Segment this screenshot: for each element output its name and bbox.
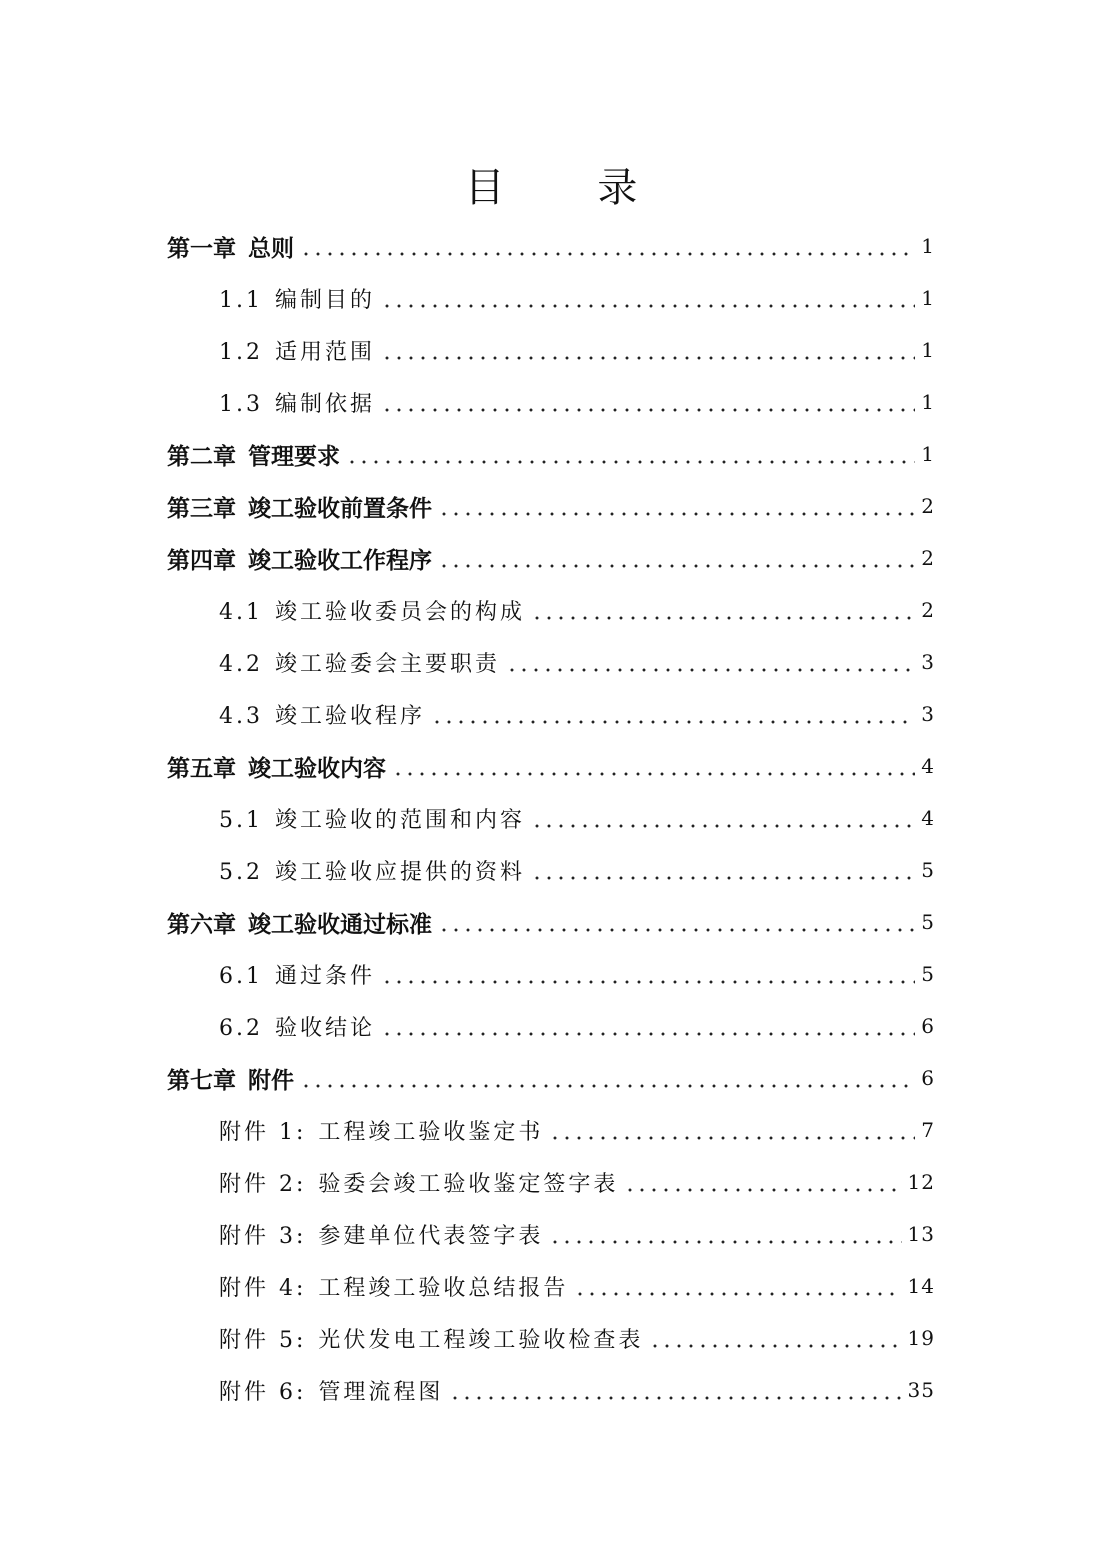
toc-entry-label — [219, 699, 425, 730]
toc-entry-section[interactable] — [167, 324, 935, 376]
dot-leader — [438, 911, 915, 933]
toc-entry-number: 第六章 — [167, 911, 236, 938]
dot-leader — [381, 339, 915, 361]
toc-entry-number: 4.3 — [219, 703, 263, 729]
toc-entry-chapter[interactable] — [167, 1052, 935, 1104]
toc-entry-appendix[interactable] — [167, 1260, 935, 1312]
toc-entry-title: 参建单位代表签字表 — [318, 1223, 544, 1249]
toc-entry-title: 工程竣工验收总结报告 — [318, 1275, 569, 1301]
toc-entry-section[interactable] — [167, 792, 935, 844]
toc-page-number: 1 — [921, 234, 935, 258]
toc-entry-label — [219, 1011, 375, 1042]
toc-entry-label — [219, 387, 375, 418]
toc-entry-number: 5.2 — [219, 859, 263, 885]
dot-leader — [392, 755, 915, 777]
toc-entry-label — [219, 1375, 443, 1406]
toc-entry-title: 通过条件 — [275, 963, 376, 989]
toc-entry-label — [167, 750, 386, 783]
toc-entry-section[interactable] — [167, 636, 935, 688]
dot-leader — [531, 859, 915, 881]
toc-entry-title: 竣工验委会主要职责 — [275, 651, 501, 677]
toc-entry-label — [219, 1323, 643, 1354]
toc-entry-title: 编制依据 — [275, 391, 376, 417]
toc-entry-number: 附件 2: — [219, 1171, 307, 1197]
toc-entry-appendix[interactable] — [167, 1208, 935, 1260]
toc-entry-title: 竣工验收的范围和内容 — [275, 807, 526, 833]
toc-entry-number: 1.2 — [219, 339, 263, 365]
toc-entry-section[interactable] — [167, 844, 935, 896]
toc-entry-label — [219, 855, 525, 886]
toc-entry-title: 适用范围 — [275, 339, 376, 365]
toc-entry-number: 5.1 — [219, 807, 263, 833]
dot-leader — [574, 1275, 901, 1297]
toc-entry-chapter[interactable] — [167, 896, 935, 948]
toc-entry-section[interactable] — [167, 584, 935, 636]
toc-entry-title: 竣工验收程序 — [275, 703, 426, 729]
dot-leader — [381, 287, 915, 309]
toc-entry-title: 管理流程图 — [318, 1379, 444, 1405]
toc-page-number: 5 — [921, 910, 935, 934]
toc-page-number: 4 — [921, 806, 935, 830]
toc-page-number: 2 — [921, 494, 935, 518]
toc-page-number: 2 — [921, 546, 935, 570]
dot-leader — [506, 651, 915, 673]
toc-entry-appendix[interactable] — [167, 1156, 935, 1208]
toc-entry-number: 附件 3: — [219, 1223, 307, 1249]
toc-entry-chapter[interactable] — [167, 220, 935, 272]
toc-entry-label — [219, 283, 375, 314]
toc-entry-label — [219, 959, 375, 990]
toc-entry-title: 光伏发电工程竣工验收检查表 — [318, 1327, 644, 1353]
dot-leader — [624, 1171, 901, 1193]
toc-entry-title: 验收结论 — [275, 1015, 376, 1041]
dot-leader — [438, 495, 915, 517]
toc-entry-number: 4.1 — [219, 599, 263, 625]
toc-entry-number: 附件 1: — [219, 1119, 307, 1145]
toc-page-number: 1 — [921, 390, 935, 414]
toc-entry-label — [167, 490, 432, 523]
toc-entry-label — [167, 1062, 294, 1095]
toc-entry-title: 竣工验收委员会的构成 — [275, 599, 526, 625]
toc-entry-number: 6.2 — [219, 1015, 263, 1041]
toc-entry-appendix[interactable] — [167, 1104, 935, 1156]
toc-page-number: 13 — [907, 1222, 935, 1246]
toc-page-number: 3 — [921, 650, 935, 674]
toc-entry-label — [167, 230, 294, 263]
toc-page-number: 5 — [921, 962, 935, 986]
toc-page-number: 1 — [921, 286, 935, 310]
dot-leader — [531, 599, 915, 621]
toc-entry-label — [219, 335, 375, 366]
dot-leader — [381, 1015, 915, 1037]
toc-page-number: 1 — [921, 442, 935, 466]
toc-entry-number: 第二章 — [167, 443, 236, 470]
toc-entry-number: 1.3 — [219, 391, 263, 417]
toc-entry-chapter[interactable] — [167, 740, 935, 792]
toc-entry-number: 第三章 — [167, 495, 236, 522]
toc-entry-number: 第四章 — [167, 547, 236, 574]
toc-entry-label — [219, 1115, 543, 1146]
toc-entry-label — [219, 1167, 618, 1198]
dot-leader — [531, 807, 915, 829]
toc-entry-number: 第七章 — [167, 1067, 236, 1094]
toc-entry-label — [219, 1219, 543, 1250]
dot-leader — [449, 1379, 901, 1401]
toc-entry-label — [219, 595, 525, 626]
toc-entry-title: 竣工验收工作程序 — [248, 547, 432, 574]
toc-entry-section[interactable] — [167, 376, 935, 428]
toc-entry-title: 竣工验收通过标准 — [248, 911, 432, 938]
dot-leader — [300, 235, 915, 257]
toc-entry-label — [219, 1271, 568, 1302]
table-of-contents — [167, 220, 935, 1416]
toc-entry-chapter[interactable] — [167, 480, 935, 532]
toc-entry-title: 总则 — [248, 235, 294, 262]
dot-leader — [346, 443, 915, 465]
dot-leader — [300, 1067, 915, 1089]
toc-page-number: 35 — [907, 1378, 935, 1402]
dot-leader — [549, 1119, 915, 1141]
toc-entry-number: 附件 5: — [219, 1327, 307, 1353]
page-title: 目 录 — [464, 165, 678, 211]
toc-entry-title: 工程竣工验收鉴定书 — [318, 1119, 544, 1145]
toc-entry-appendix[interactable] — [167, 1364, 935, 1416]
toc-entry-title: 验委会竣工验收鉴定签字表 — [318, 1171, 619, 1197]
toc-entry-section[interactable] — [167, 688, 935, 740]
toc-entry-number: 第五章 — [167, 755, 236, 782]
toc-page-number: 19 — [907, 1326, 935, 1350]
toc-page-number: 4 — [921, 754, 935, 778]
toc-entry-number: 6.1 — [219, 963, 263, 989]
toc-entry-number: 1.1 — [219, 287, 263, 313]
toc-entry-number: 附件 6: — [219, 1379, 307, 1405]
toc-entry-chapter[interactable] — [167, 532, 935, 584]
dot-leader — [438, 547, 915, 569]
toc-page-number: 14 — [907, 1274, 935, 1298]
toc-entry-title: 编制目的 — [275, 287, 376, 313]
toc-page-number: 2 — [921, 598, 935, 622]
toc-entry-title: 竣工验收前置条件 — [248, 495, 432, 522]
toc-entry-title: 管理要求 — [248, 443, 340, 470]
toc-entry-label — [167, 542, 432, 575]
toc-page-number: 6 — [921, 1014, 935, 1038]
toc-page-number: 1 — [921, 338, 935, 362]
toc-entry-number: 4.2 — [219, 651, 263, 677]
toc-entry-section[interactable] — [167, 1000, 935, 1052]
dot-leader — [649, 1327, 901, 1349]
toc-page-number: 5 — [921, 858, 935, 882]
toc-entry-chapter[interactable] — [167, 428, 935, 480]
toc-page-number: 6 — [921, 1066, 935, 1090]
dot-leader — [431, 703, 915, 725]
dot-leader — [381, 963, 915, 985]
toc-entry-label — [167, 906, 432, 939]
toc-entry-title: 竣工验收应提供的资料 — [275, 859, 526, 885]
toc-entry-appendix[interactable] — [167, 1312, 935, 1364]
toc-entry-label — [219, 647, 500, 678]
toc-entry-label — [167, 438, 340, 471]
dot-leader — [549, 1223, 901, 1245]
toc-page-number: 3 — [921, 702, 935, 726]
toc-page-number: 7 — [921, 1118, 935, 1142]
toc-entry-number: 第一章 — [167, 235, 236, 262]
toc-entry-title: 竣工验收内容 — [248, 755, 386, 782]
toc-page-number: 12 — [907, 1170, 935, 1194]
toc-entry-section[interactable] — [167, 948, 935, 1000]
toc-entry-number: 附件 4: — [219, 1275, 307, 1301]
toc-entry-label — [219, 803, 525, 834]
toc-entry-title: 附件 — [248, 1067, 294, 1094]
dot-leader — [381, 391, 915, 413]
toc-entry-section[interactable] — [167, 272, 935, 324]
